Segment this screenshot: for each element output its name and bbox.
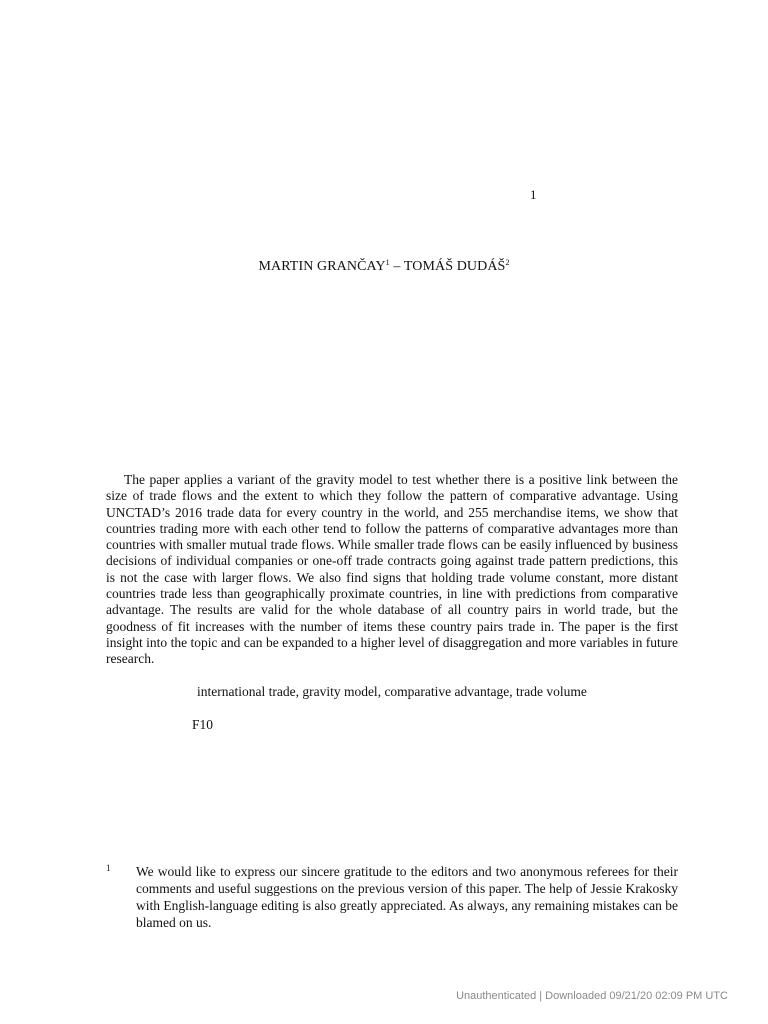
author-separator: – (389, 259, 404, 274)
footnote-text: We would like to express our sincere gratitude to the editors and two anonymous referees for their comments and useful suggestions on the previous version of this paper. The help of Jessie Krakosky with English-language editing is also greatly appreciated. As always, any remaining mistakes can be blamed on us. (136, 864, 678, 930)
author-line (0, 258, 768, 275)
jel-classification: F10 (192, 717, 214, 732)
author-name-2: TOMÁŠ DUDÁŠ (403, 259, 506, 274)
footnote-mark: 1 (106, 863, 111, 873)
download-stamp: Unauthenticated | Downloaded 09/21/20 02:09 PM UTC (456, 990, 728, 1002)
page-number: 1 (530, 187, 537, 202)
author-name-1: MARTIN GRANČAY (258, 259, 386, 274)
abstract-paragraph: The paper applies a variant of the gravity model to test whether there is a positive link between the size of trade flows and the extent to which they follow the pattern of comparative advantage. Using UNCTAD’s 2016 trade data for every country in the world, and 255 merchandise items, we show that countries trading more with each other tend to follow the patterns of comparative advantages more than countries with smaller mutual trade flows. While smaller trade flows can be easily influenced by business decisions of individual companies or one-off trade contracts going against trade pattern predictions, this is not the case with larger flows. We also find signs that holding trade volume constant, more distant countries trade less than geographically proximate countries, in line with predictions from comparative advantage. The results are valid for the whole database of all country pairs in world trade, but the goodness of fit increases with the number of items these country pairs trade in. The paper is the first insight into the topic and can be expanded to a higher level of disaggregation and more variables in future research. (106, 472, 678, 667)
author-footnote-mark-1: 1 (385, 258, 390, 267)
author-footnote-mark-2: 2 (505, 258, 510, 267)
keywords-line: international trade, gravity model, comparative advantage, trade volume (197, 684, 587, 699)
footnote (106, 863, 678, 931)
